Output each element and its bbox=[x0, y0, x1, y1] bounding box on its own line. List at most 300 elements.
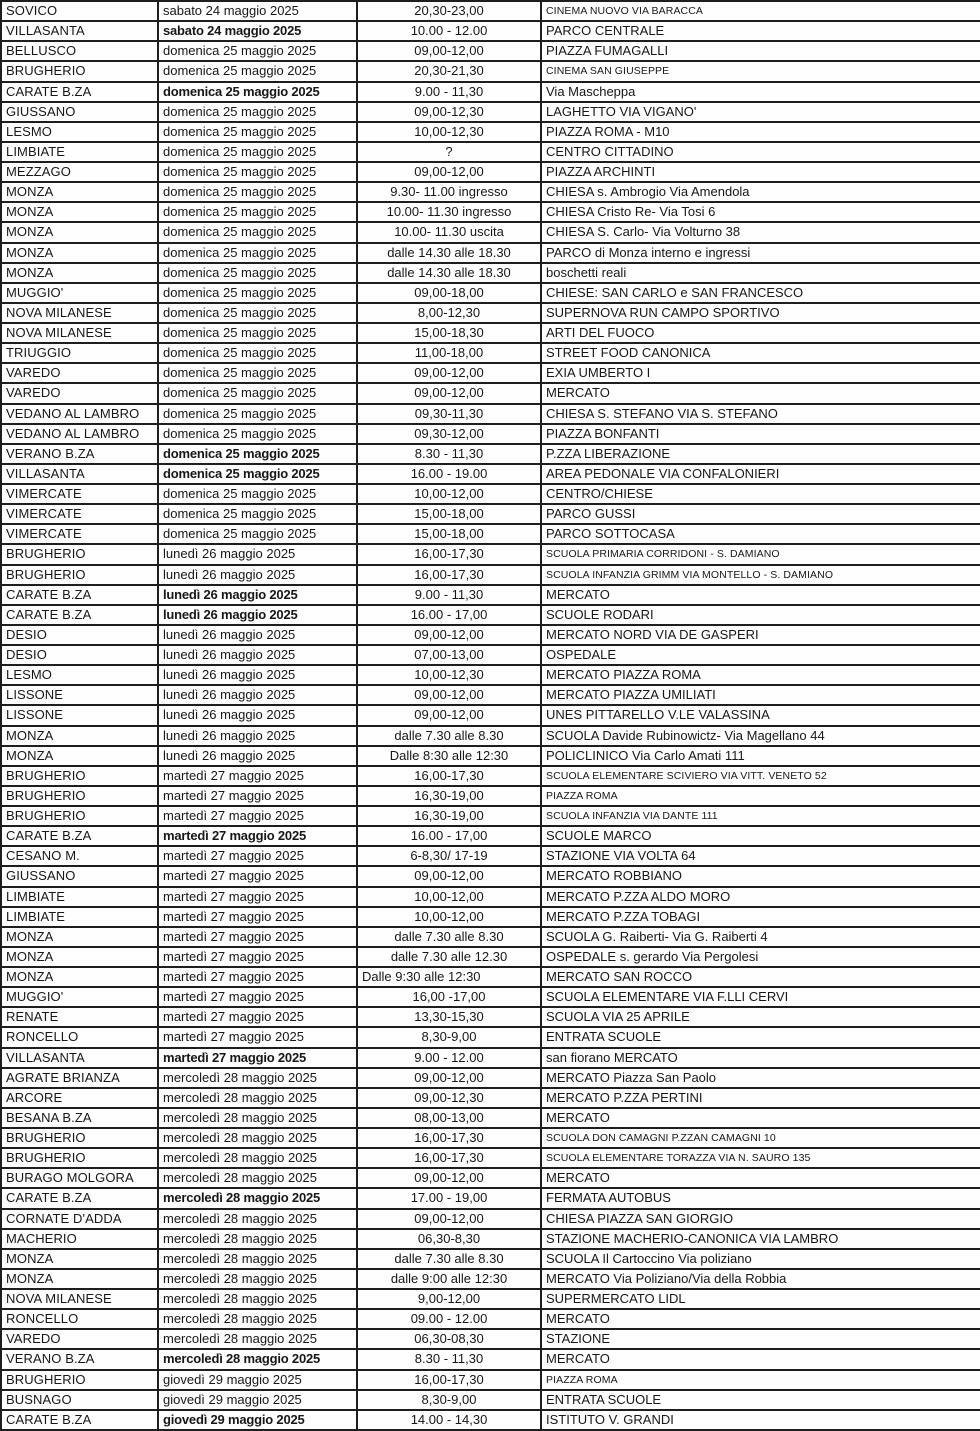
location-cell: FERMATA AUTOBUS bbox=[541, 1188, 980, 1208]
date-cell: mercoledì 28 maggio 2025 bbox=[158, 1329, 357, 1349]
time-cell: dalle 14.30 alle 18.30 bbox=[357, 263, 541, 283]
date-cell: martedì 27 maggio 2025 bbox=[158, 766, 357, 786]
date-cell: domenica 25 maggio 2025 bbox=[158, 484, 357, 504]
table-row bbox=[1, 786, 980, 806]
time-cell: 09,00-12,00 bbox=[357, 625, 541, 645]
table-row bbox=[1, 866, 980, 886]
location-cell: PARCO GUSSI bbox=[541, 504, 980, 524]
date-cell: domenica 25 maggio 2025 bbox=[158, 41, 357, 61]
time-cell: 09,00-12,00 bbox=[357, 41, 541, 61]
town-cell: CARATE B.ZA bbox=[1, 1410, 158, 1430]
date-cell: martedì 27 maggio 2025 bbox=[158, 907, 357, 927]
town-cell: NOVA MILANESE bbox=[1, 1289, 158, 1309]
time-cell: 09,00-12,00 bbox=[357, 162, 541, 182]
time-cell: 07,00-13,00 bbox=[357, 645, 541, 665]
time-cell: 09,00-12,30 bbox=[357, 102, 541, 122]
date-cell: martedì 27 maggio 2025 bbox=[158, 927, 357, 947]
location-cell: SCUOLE RODARI bbox=[541, 605, 980, 625]
date-cell: lunedì 26 maggio 2025 bbox=[158, 544, 357, 564]
location-cell: SCUOLA VIA 25 APRILE bbox=[541, 1007, 980, 1027]
table-row bbox=[1, 766, 980, 786]
table-row bbox=[1, 1410, 980, 1430]
date-cell: mercoledì 28 maggio 2025 bbox=[158, 1229, 357, 1249]
town-cell: VILLASANTA bbox=[1, 1048, 158, 1068]
time-cell: 10,00-12,30 bbox=[357, 665, 541, 685]
town-cell: MONZA bbox=[1, 1269, 158, 1289]
table-row bbox=[1, 685, 980, 705]
time-cell: 15,00-18,00 bbox=[357, 524, 541, 544]
town-cell: VAREDO bbox=[1, 363, 158, 383]
table-row bbox=[1, 967, 980, 987]
town-cell: CORNATE D'ADDA bbox=[1, 1209, 158, 1229]
table-row bbox=[1, 544, 980, 564]
table-row bbox=[1, 1148, 980, 1168]
location-cell: CHIESA S. STEFANO VIA S. STEFANO bbox=[541, 404, 980, 424]
table-row bbox=[1, 927, 980, 947]
table-row bbox=[1, 1068, 980, 1088]
town-cell: TRIUGGIO bbox=[1, 343, 158, 363]
town-cell: MONZA bbox=[1, 243, 158, 263]
date-cell: mercoledì 28 maggio 2025 bbox=[158, 1289, 357, 1309]
table-row bbox=[1, 1309, 980, 1329]
town-cell: MACHERIO bbox=[1, 1229, 158, 1249]
town-cell: BUSNAGO bbox=[1, 1390, 158, 1410]
time-cell: 13,30-15,30 bbox=[357, 1007, 541, 1027]
town-cell: GIUSSANO bbox=[1, 866, 158, 886]
time-cell: 16,00-17,30 bbox=[357, 1128, 541, 1148]
date-cell: domenica 25 maggio 2025 bbox=[158, 283, 357, 303]
table-row bbox=[1, 323, 980, 343]
table-row bbox=[1, 1128, 980, 1148]
table-row bbox=[1, 343, 980, 363]
location-cell: CHIESE: SAN CARLO e SAN FRANCESCO bbox=[541, 283, 980, 303]
town-cell: BRUGHERIO bbox=[1, 61, 158, 81]
location-cell: MERCATO PIAZZA UMILIATI bbox=[541, 685, 980, 705]
town-cell: MONZA bbox=[1, 222, 158, 242]
location-cell: SUPERMERCATO LIDL bbox=[541, 1289, 980, 1309]
town-cell: AGRATE BRIANZA bbox=[1, 1068, 158, 1088]
time-cell: 09,00-12,00 bbox=[357, 1068, 541, 1088]
date-cell: martedì 27 maggio 2025 bbox=[158, 987, 357, 1007]
table-row bbox=[1, 1048, 980, 1068]
date-cell: domenica 25 maggio 2025 bbox=[158, 82, 357, 102]
location-cell: MERCATO PIAZZA ROMA bbox=[541, 665, 980, 685]
date-cell: lunedì 26 maggio 2025 bbox=[158, 585, 357, 605]
location-cell: SCUOLA INFANZIA GRIMM VIA MONTELLO - S. DAMIANO bbox=[541, 565, 980, 585]
date-cell: martedì 27 maggio 2025 bbox=[158, 1048, 357, 1068]
location-cell: PIAZZA FUMAGALLI bbox=[541, 41, 980, 61]
table-row bbox=[1, 263, 980, 283]
town-cell: VIMERCATE bbox=[1, 484, 158, 504]
town-cell: BRUGHERIO bbox=[1, 565, 158, 585]
time-cell: 16.00 - 17,00 bbox=[357, 605, 541, 625]
location-cell: MERCATO Piazza San Paolo bbox=[541, 1068, 980, 1088]
table-row bbox=[1, 464, 980, 484]
time-cell: dalle 7.30 alle 8.30 bbox=[357, 927, 541, 947]
date-cell: lunedì 26 maggio 2025 bbox=[158, 565, 357, 585]
time-cell: 10,00-12,30 bbox=[357, 122, 541, 142]
date-cell: domenica 25 maggio 2025 bbox=[158, 61, 357, 81]
table-row bbox=[1, 383, 980, 403]
time-cell: Dalle 8:30 alle 12:30 bbox=[357, 746, 541, 766]
location-cell: PARCO CENTRALE bbox=[541, 21, 980, 41]
location-cell: SCUOLA PRIMARIA CORRIDONI - S. DAMIANO bbox=[541, 544, 980, 564]
location-cell: STAZIONE MACHERIO-CANONICA VIA LAMBRO bbox=[541, 1229, 980, 1249]
location-cell: MERCATO bbox=[541, 1309, 980, 1329]
town-cell: BURAGO MOLGORA bbox=[1, 1168, 158, 1188]
table-row bbox=[1, 1007, 980, 1027]
time-cell: 10,00-12,00 bbox=[357, 887, 541, 907]
table-row bbox=[1, 1168, 980, 1188]
location-cell: MERCATO bbox=[541, 1168, 980, 1188]
town-cell: MEZZAGO bbox=[1, 162, 158, 182]
location-cell: PIAZZA ROMA bbox=[541, 786, 980, 806]
time-cell: dalle 9:00 alle 12:30 bbox=[357, 1269, 541, 1289]
town-cell: MONZA bbox=[1, 726, 158, 746]
date-cell: domenica 25 maggio 2025 bbox=[158, 504, 357, 524]
date-cell: domenica 25 maggio 2025 bbox=[158, 122, 357, 142]
time-cell: 16,00 -17,00 bbox=[357, 987, 541, 1007]
time-cell: Dalle 9:30 alle 12:30 bbox=[357, 967, 541, 987]
town-cell: BRUGHERIO bbox=[1, 1128, 158, 1148]
location-cell: SUPERNOVA RUN CAMPO SPORTIVO bbox=[541, 303, 980, 323]
date-cell: giovedì 29 maggio 2025 bbox=[158, 1410, 357, 1430]
date-cell: domenica 25 maggio 2025 bbox=[158, 363, 357, 383]
time-cell: 16,00-17,30 bbox=[357, 565, 541, 585]
location-cell: SCUOLA DON CAMAGNI P.ZZAN CAMAGNI 10 bbox=[541, 1128, 980, 1148]
table-row bbox=[1, 404, 980, 424]
location-cell: CENTRO CITTADINO bbox=[541, 142, 980, 162]
location-cell: CHIESA S. Carlo- Via Volturno 38 bbox=[541, 222, 980, 242]
date-cell: domenica 25 maggio 2025 bbox=[158, 343, 357, 363]
table-row bbox=[1, 1027, 980, 1047]
date-cell: lunedì 26 maggio 2025 bbox=[158, 625, 357, 645]
table-row bbox=[1, 162, 980, 182]
location-cell: STREET FOOD CANONICA bbox=[541, 343, 980, 363]
date-cell: domenica 25 maggio 2025 bbox=[158, 524, 357, 544]
date-cell: sabato 24 maggio 2025 bbox=[158, 1, 357, 21]
date-cell: lunedì 26 maggio 2025 bbox=[158, 665, 357, 685]
time-cell: 08,00-13,00 bbox=[357, 1108, 541, 1128]
time-cell: 16.00 - 17,00 bbox=[357, 826, 541, 846]
date-cell: lunedì 26 maggio 2025 bbox=[158, 726, 357, 746]
time-cell: ? bbox=[357, 142, 541, 162]
town-cell: MUGGIO' bbox=[1, 283, 158, 303]
town-cell: CARATE B.ZA bbox=[1, 585, 158, 605]
date-cell: domenica 25 maggio 2025 bbox=[158, 444, 357, 464]
location-cell: ARTI DEL FUOCO bbox=[541, 323, 980, 343]
date-cell: domenica 25 maggio 2025 bbox=[158, 182, 357, 202]
time-cell: 10,00-12,00 bbox=[357, 907, 541, 927]
time-cell: 15,00-18,30 bbox=[357, 323, 541, 343]
location-cell: CHIESA Cristo Re- Via Tosi 6 bbox=[541, 202, 980, 222]
location-cell: MERCATO P.ZZA ALDO MORO bbox=[541, 887, 980, 907]
time-cell: 10.00- 11.30 ingresso bbox=[357, 202, 541, 222]
town-cell: GIUSSANO bbox=[1, 102, 158, 122]
time-cell: 16,00-17,30 bbox=[357, 1370, 541, 1390]
date-cell: martedì 27 maggio 2025 bbox=[158, 967, 357, 987]
table-row bbox=[1, 21, 980, 41]
schedule-table-body bbox=[1, 1, 980, 1430]
time-cell: 8.30 - 11,30 bbox=[357, 1349, 541, 1369]
table-row bbox=[1, 1088, 980, 1108]
date-cell: domenica 25 maggio 2025 bbox=[158, 102, 357, 122]
time-cell: 9.00 - 11,30 bbox=[357, 82, 541, 102]
location-cell: MERCATO bbox=[541, 383, 980, 403]
town-cell: MUGGIO' bbox=[1, 987, 158, 1007]
town-cell: LIMBIATE bbox=[1, 907, 158, 927]
location-cell: PARCO SOTTOCASA bbox=[541, 524, 980, 544]
time-cell: dalle 7.30 alle 12.30 bbox=[357, 947, 541, 967]
table-row bbox=[1, 1, 980, 21]
town-cell: LESMO bbox=[1, 665, 158, 685]
town-cell: LESMO bbox=[1, 122, 158, 142]
date-cell: mercoledì 28 maggio 2025 bbox=[158, 1128, 357, 1148]
table-row bbox=[1, 222, 980, 242]
location-cell: SCUOLA INFANZIA VIA DANTE 111 bbox=[541, 806, 980, 826]
date-cell: domenica 25 maggio 2025 bbox=[158, 424, 357, 444]
table-row bbox=[1, 363, 980, 383]
location-cell: SCUOLA Il Cartoccino Via poliziano bbox=[541, 1249, 980, 1269]
time-cell: 09,30-11,30 bbox=[357, 404, 541, 424]
location-cell: EXIA UMBERTO I bbox=[541, 363, 980, 383]
time-cell: 8,30-9,00 bbox=[357, 1027, 541, 1047]
time-cell: 16,30-19,00 bbox=[357, 786, 541, 806]
time-cell: 09,00-12,00 bbox=[357, 705, 541, 725]
location-cell: Via Mascheppa bbox=[541, 82, 980, 102]
date-cell: domenica 25 maggio 2025 bbox=[158, 383, 357, 403]
location-cell: MERCATO bbox=[541, 1349, 980, 1369]
table-row bbox=[1, 484, 980, 504]
town-cell: BRUGHERIO bbox=[1, 806, 158, 826]
town-cell: ARCORE bbox=[1, 1088, 158, 1108]
date-cell: mercoledì 28 maggio 2025 bbox=[158, 1068, 357, 1088]
location-cell: PIAZZA ROMA - M10 bbox=[541, 122, 980, 142]
table-row bbox=[1, 645, 980, 665]
date-cell: domenica 25 maggio 2025 bbox=[158, 142, 357, 162]
date-cell: mercoledì 28 maggio 2025 bbox=[158, 1148, 357, 1168]
location-cell: PIAZZA BONFANTI bbox=[541, 424, 980, 444]
time-cell: 6-8,30/ 17-19 bbox=[357, 846, 541, 866]
time-cell: 8.30 - 11,30 bbox=[357, 444, 541, 464]
table-row bbox=[1, 182, 980, 202]
table-row bbox=[1, 806, 980, 826]
time-cell: 09,00-12,00 bbox=[357, 866, 541, 886]
town-cell: BESANA B.ZA bbox=[1, 1108, 158, 1128]
table-row bbox=[1, 665, 980, 685]
date-cell: martedì 27 maggio 2025 bbox=[158, 786, 357, 806]
time-cell: 10.00- 11.30 uscita bbox=[357, 222, 541, 242]
location-cell: MERCATO P.ZZA TOBAGI bbox=[541, 907, 980, 927]
town-cell: CESANO M. bbox=[1, 846, 158, 866]
location-cell: MERCATO SAN ROCCO bbox=[541, 967, 980, 987]
table-row bbox=[1, 1249, 980, 1269]
table-row bbox=[1, 705, 980, 725]
table-row bbox=[1, 61, 980, 81]
date-cell: mercoledì 28 maggio 2025 bbox=[158, 1108, 357, 1128]
time-cell: 20,30-23,00 bbox=[357, 1, 541, 21]
table-row bbox=[1, 585, 980, 605]
time-cell: 10.00 - 12.00 bbox=[357, 21, 541, 41]
date-cell: domenica 25 maggio 2025 bbox=[158, 162, 357, 182]
table-row bbox=[1, 303, 980, 323]
table-row bbox=[1, 41, 980, 61]
town-cell: BRUGHERIO bbox=[1, 1148, 158, 1168]
time-cell: 16,00-17,30 bbox=[357, 1148, 541, 1168]
location-cell: MERCATO bbox=[541, 1108, 980, 1128]
location-cell: SCUOLA ELEMENTARE VIA F.LLI CERVI bbox=[541, 987, 980, 1007]
table-row bbox=[1, 565, 980, 585]
town-cell: RONCELLO bbox=[1, 1309, 158, 1329]
town-cell: CARATE B.ZA bbox=[1, 1188, 158, 1208]
date-cell: domenica 25 maggio 2025 bbox=[158, 404, 357, 424]
time-cell: 15,00-18,00 bbox=[357, 504, 541, 524]
town-cell: MONZA bbox=[1, 746, 158, 766]
location-cell: ENTRATA SCUOLE bbox=[541, 1390, 980, 1410]
date-cell: mercoledì 28 maggio 2025 bbox=[158, 1168, 357, 1188]
town-cell: VILLASANTA bbox=[1, 464, 158, 484]
location-cell: PARCO di Monza interno e ingressi bbox=[541, 243, 980, 263]
location-cell: OSPEDALE bbox=[541, 645, 980, 665]
date-cell: domenica 25 maggio 2025 bbox=[158, 303, 357, 323]
time-cell: 9.00 - 11,30 bbox=[357, 585, 541, 605]
table-row bbox=[1, 102, 980, 122]
town-cell: LIMBIATE bbox=[1, 887, 158, 907]
town-cell: RONCELLO bbox=[1, 1027, 158, 1047]
town-cell: RENATE bbox=[1, 1007, 158, 1027]
table-row bbox=[1, 444, 980, 464]
time-cell: 10,00-12,00 bbox=[357, 484, 541, 504]
date-cell: mercoledì 28 maggio 2025 bbox=[158, 1209, 357, 1229]
location-cell: CHIESA s. Ambrogio Via Amendola bbox=[541, 182, 980, 202]
date-cell: lunedì 26 maggio 2025 bbox=[158, 746, 357, 766]
time-cell: 09,00-12,30 bbox=[357, 1088, 541, 1108]
table-row bbox=[1, 1390, 980, 1410]
table-row bbox=[1, 746, 980, 766]
town-cell: BELLUSCO bbox=[1, 41, 158, 61]
table-row bbox=[1, 202, 980, 222]
table-row bbox=[1, 1269, 980, 1289]
location-cell: SCUOLA ELEMENTARE TORAZZA VIA N. SAURO 135 bbox=[541, 1148, 980, 1168]
table-row bbox=[1, 907, 980, 927]
location-cell: SCUOLA G. Raiberti- Via G. Raiberti 4 bbox=[541, 927, 980, 947]
time-cell: 16.00 - 19.00 bbox=[357, 464, 541, 484]
location-cell: AREA PEDONALE VIA CONFALONIERI bbox=[541, 464, 980, 484]
date-cell: lunedì 26 maggio 2025 bbox=[158, 645, 357, 665]
town-cell: DESIO bbox=[1, 625, 158, 645]
date-cell: sabato 24 maggio 2025 bbox=[158, 21, 357, 41]
location-cell: MERCATO ROBBIANO bbox=[541, 866, 980, 886]
date-cell: domenica 25 maggio 2025 bbox=[158, 464, 357, 484]
table-row bbox=[1, 1108, 980, 1128]
location-cell: CENTRO/CHIESE bbox=[541, 484, 980, 504]
town-cell: CARATE B.ZA bbox=[1, 826, 158, 846]
table-row bbox=[1, 142, 980, 162]
date-cell: mercoledì 28 maggio 2025 bbox=[158, 1088, 357, 1108]
town-cell: VIMERCATE bbox=[1, 504, 158, 524]
time-cell: 09,00-12,00 bbox=[357, 363, 541, 383]
town-cell: BRUGHERIO bbox=[1, 766, 158, 786]
time-cell: 09,00-12,00 bbox=[357, 1168, 541, 1188]
town-cell: VIMERCATE bbox=[1, 524, 158, 544]
location-cell: MERCATO Via Poliziano/Via della Robbia bbox=[541, 1269, 980, 1289]
time-cell: 9.30- 11.00 ingresso bbox=[357, 182, 541, 202]
location-cell: SCUOLA ELEMENTARE SCIVIERO VIA VITT. VENETO 52 bbox=[541, 766, 980, 786]
time-cell: 09,30-12,00 bbox=[357, 424, 541, 444]
location-cell: CINEMA SAN GIUSEPPE bbox=[541, 61, 980, 81]
location-cell: STAZIONE VIA VOLTA 64 bbox=[541, 846, 980, 866]
town-cell: MONZA bbox=[1, 182, 158, 202]
town-cell: VAREDO bbox=[1, 383, 158, 403]
date-cell: domenica 25 maggio 2025 bbox=[158, 323, 357, 343]
town-cell: BRUGHERIO bbox=[1, 786, 158, 806]
time-cell: 09,00-12,00 bbox=[357, 1209, 541, 1229]
location-cell: PIAZZA ROMA bbox=[541, 1370, 980, 1390]
town-cell: DESIO bbox=[1, 645, 158, 665]
date-cell: mercoledì 28 maggio 2025 bbox=[158, 1188, 357, 1208]
town-cell: LISSONE bbox=[1, 705, 158, 725]
town-cell: VILLASANTA bbox=[1, 21, 158, 41]
location-cell: SCUOLA Davide Rubinowictz- Via Magellano 44 bbox=[541, 726, 980, 746]
time-cell: 06,30-08,30 bbox=[357, 1329, 541, 1349]
table-row bbox=[1, 504, 980, 524]
time-cell: 17.00 - 19,00 bbox=[357, 1188, 541, 1208]
table-row bbox=[1, 625, 980, 645]
time-cell: 9,00-12,00 bbox=[357, 1289, 541, 1309]
date-cell: giovedì 29 maggio 2025 bbox=[158, 1370, 357, 1390]
time-cell: 06,30-8,30 bbox=[357, 1229, 541, 1249]
table-row bbox=[1, 283, 980, 303]
table-row bbox=[1, 1209, 980, 1229]
town-cell: MONZA bbox=[1, 1249, 158, 1269]
town-cell: MONZA bbox=[1, 202, 158, 222]
date-cell: domenica 25 maggio 2025 bbox=[158, 243, 357, 263]
date-cell: domenica 25 maggio 2025 bbox=[158, 202, 357, 222]
time-cell: 9.00 - 12.00 bbox=[357, 1048, 541, 1068]
date-cell: lunedì 26 maggio 2025 bbox=[158, 705, 357, 725]
town-cell: VEDANO AL LAMBRO bbox=[1, 424, 158, 444]
table-row bbox=[1, 1329, 980, 1349]
table-row bbox=[1, 826, 980, 846]
location-cell: CHIESA PIAZZA SAN GIORGIO bbox=[541, 1209, 980, 1229]
date-cell: domenica 25 maggio 2025 bbox=[158, 222, 357, 242]
table-row bbox=[1, 1229, 980, 1249]
time-cell: dalle 7.30 alle 8.30 bbox=[357, 726, 541, 746]
date-cell: martedì 27 maggio 2025 bbox=[158, 1027, 357, 1047]
date-cell: martedì 27 maggio 2025 bbox=[158, 806, 357, 826]
time-cell: 8,00-12,30 bbox=[357, 303, 541, 323]
town-cell: SOVICO bbox=[1, 1, 158, 21]
date-cell: martedì 27 maggio 2025 bbox=[158, 866, 357, 886]
town-cell: VAREDO bbox=[1, 1329, 158, 1349]
location-cell: P.ZZA LIBERAZIONE bbox=[541, 444, 980, 464]
date-cell: mercoledì 28 maggio 2025 bbox=[158, 1269, 357, 1289]
town-cell: CARATE B.ZA bbox=[1, 82, 158, 102]
location-cell: CINEMA NUOVO VIA BARACCA bbox=[541, 1, 980, 21]
time-cell: 16,30-19,00 bbox=[357, 806, 541, 826]
time-cell: 16,00-17,30 bbox=[357, 544, 541, 564]
location-cell: PIAZZA ARCHINTI bbox=[541, 162, 980, 182]
date-cell: giovedì 29 maggio 2025 bbox=[158, 1390, 357, 1410]
date-cell: martedì 27 maggio 2025 bbox=[158, 947, 357, 967]
town-cell: MONZA bbox=[1, 927, 158, 947]
table-row bbox=[1, 987, 980, 1007]
town-cell: MONZA bbox=[1, 967, 158, 987]
town-cell: NOVA MILANESE bbox=[1, 303, 158, 323]
table-row bbox=[1, 524, 980, 544]
time-cell: 20,30-21,30 bbox=[357, 61, 541, 81]
table-row bbox=[1, 424, 980, 444]
